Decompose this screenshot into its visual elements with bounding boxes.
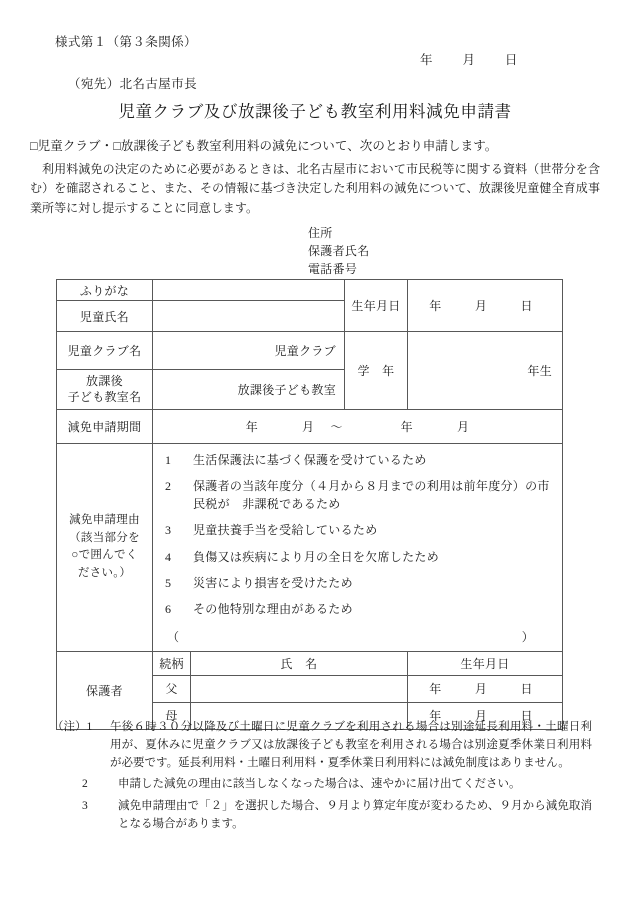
- guardian-header-name: 氏 名: [191, 651, 408, 675]
- submission-date-month: 月: [462, 53, 476, 67]
- reason-other-input[interactable]: [163, 628, 552, 645]
- reason-paren-open: （: [167, 629, 180, 644]
- submission-date-line: [420, 50, 580, 68]
- footnote-prefix: （注）: [52, 721, 87, 733]
- footnote-1-text: 午後６時３０分以降及び土曜日に児童クラブを利用される場合は別途延長利用料・土曜日利用が、夏休みに児童クラブ又は放課後子ども教室を利用される場合は別途夏季休業日利用料が必要です。延長利用料・土曜日利用料・夏季休業日利用料には減免制度はありません。: [110, 721, 592, 770]
- footnote-2-text: 申請した減免の理由に該当しなくなった場合は、速やかに届け出てください。: [118, 778, 521, 791]
- reason-label: [57, 444, 153, 652]
- furigana-input[interactable]: [153, 280, 345, 301]
- addressee: （宛先）北名古屋市長: [68, 77, 198, 91]
- reason-number-4: 4: [165, 549, 172, 564]
- period-year-end: 年: [400, 420, 413, 434]
- grade-label: 学 年: [345, 332, 408, 410]
- birthdate-year: 年: [429, 299, 442, 313]
- period-input[interactable]: [153, 410, 563, 444]
- form-number: 様式第１（第３条関係）: [55, 35, 197, 49]
- furigana-label: ふりがな: [57, 280, 153, 301]
- child-name-label: 児童氏名: [57, 301, 153, 332]
- birthdate-day: 日: [520, 299, 533, 313]
- period-range-tilde: ～: [330, 420, 343, 434]
- reason-option-6[interactable]: [163, 601, 552, 618]
- footnote-3: [52, 797, 592, 833]
- table-row-guardian-header: [57, 651, 563, 675]
- father-birth-day: 日: [520, 682, 533, 697]
- submission-date-year: 年: [420, 53, 433, 67]
- footnote-1-marker: [52, 718, 92, 736]
- guardian-header-birthdate: 生年月日: [408, 651, 563, 675]
- reason-option-3[interactable]: [163, 522, 552, 539]
- guardian-label: 保護者: [57, 651, 153, 729]
- club-name-input[interactable]: 児童クラブ: [153, 332, 345, 370]
- footnote-1-number: 1: [86, 721, 93, 733]
- reason-text-3: 児童扶養手当を受給しているため: [193, 523, 378, 538]
- period-month-start: 月: [302, 420, 315, 434]
- guardian-name-label: 保護者氏名: [308, 244, 370, 259]
- afterschool-name-label: [57, 370, 153, 410]
- child-name-input[interactable]: [153, 301, 345, 332]
- reason-paren-close: ）: [521, 629, 534, 644]
- club-name-label: 児童クラブ名: [57, 332, 153, 370]
- footnote-2: [52, 775, 592, 793]
- lead-sentence: □児童クラブ・□放課後子ども教室利用料の減免について、次のとおり申請します。: [30, 139, 498, 153]
- father-birth-year: 年: [429, 682, 442, 697]
- reason-text-6: その他特別な理由があるため: [193, 602, 353, 617]
- guardian-relation-mother: 母: [153, 702, 191, 729]
- reason-text-4: 負傷又は疾病により月の全日を欠席したため: [193, 549, 440, 564]
- reason-label-line2: （該当部分を: [69, 531, 140, 544]
- reason-option-4[interactable]: [163, 549, 552, 566]
- reason-number-1: 1: [165, 453, 172, 467]
- period-month-end: 月: [456, 420, 470, 434]
- reason-text-5: 災害により損害を受けたため: [193, 575, 353, 590]
- reason-options-list: [153, 444, 563, 652]
- footnote-1: [52, 718, 592, 772]
- footnote-2-number: 2: [82, 778, 88, 791]
- guardian-name-father-input[interactable]: [191, 675, 408, 702]
- reason-text-2: 保護者の当該年度分（４月から８月までの利用は前年度分）の市民税が 非課税であるため: [193, 479, 550, 511]
- afterschool-name-label-line2: 子ども教室名: [67, 389, 142, 404]
- reason-option-2[interactable]: [163, 478, 552, 513]
- father-birth-month: 月: [474, 682, 488, 697]
- table-row-period: [57, 410, 563, 444]
- reason-label-line3: ○で囲んでく: [71, 549, 138, 562]
- reason-option-1[interactable]: [163, 452, 552, 469]
- consent-paragraph: 利用料減免の決定のために必要があるときは、北名古屋市において市民税等に関する資料（世帯分を含む）を確認されること、また、その情報に基づき決定した利用料の減免について、放課後児童健全育成事業所等に対し提示することに同意します。: [30, 162, 600, 215]
- reason-text-1: 生活保護法に基づく保護を受けているため: [193, 453, 427, 467]
- applicant-info-block: [308, 224, 370, 279]
- guardian-relation-father: 父: [153, 675, 191, 702]
- reason-label-line4: ださい。）: [77, 567, 132, 580]
- submission-date-day: 日: [504, 53, 518, 67]
- afterschool-name-label-line1: 放課後: [86, 373, 123, 388]
- reason-number-3: 3: [165, 523, 172, 538]
- guardian-header-relation: 続柄: [153, 651, 191, 675]
- application-table: [56, 279, 563, 730]
- period-label: 減免申請期間: [57, 410, 153, 444]
- mother-birth-day: 日: [520, 709, 533, 724]
- table-row-furigana: [57, 280, 563, 301]
- phone-label: 電話番号: [308, 262, 358, 277]
- period-year-start: 年: [245, 420, 259, 434]
- grade-input[interactable]: 年生: [408, 332, 563, 410]
- mother-birth-year: 年: [429, 709, 442, 724]
- afterschool-name-input[interactable]: 放課後子ども教室: [153, 370, 345, 410]
- footnotes: [52, 718, 592, 835]
- table-row-reasons: [57, 444, 563, 652]
- table-row-club-name: [57, 332, 563, 370]
- reason-number-5: 5: [165, 575, 172, 590]
- page-title: 児童クラブ及び放課後子ども教室利用料減免申請書: [118, 102, 512, 121]
- reason-number-6: 6: [165, 602, 172, 617]
- guardian-birthdate-father-input[interactable]: [408, 675, 563, 702]
- birthdate-month: 月: [474, 299, 488, 313]
- footnote-3-text: 減免申請理由で「２」を選択した場合、９月より算定年度が変わるため、９月から減免取消となる場合があります。: [118, 799, 592, 830]
- reason-number-2: 2: [165, 479, 172, 494]
- birthdate-label: 生年月日: [345, 280, 408, 332]
- footnote-3-number: 3: [82, 799, 88, 812]
- reason-option-5[interactable]: [163, 575, 552, 592]
- address-label: 住所: [308, 226, 333, 240]
- reason-label-line1: 減免申請理由: [69, 513, 140, 526]
- mother-birth-month: 月: [474, 709, 488, 724]
- birthdate-input[interactable]: [408, 280, 563, 332]
